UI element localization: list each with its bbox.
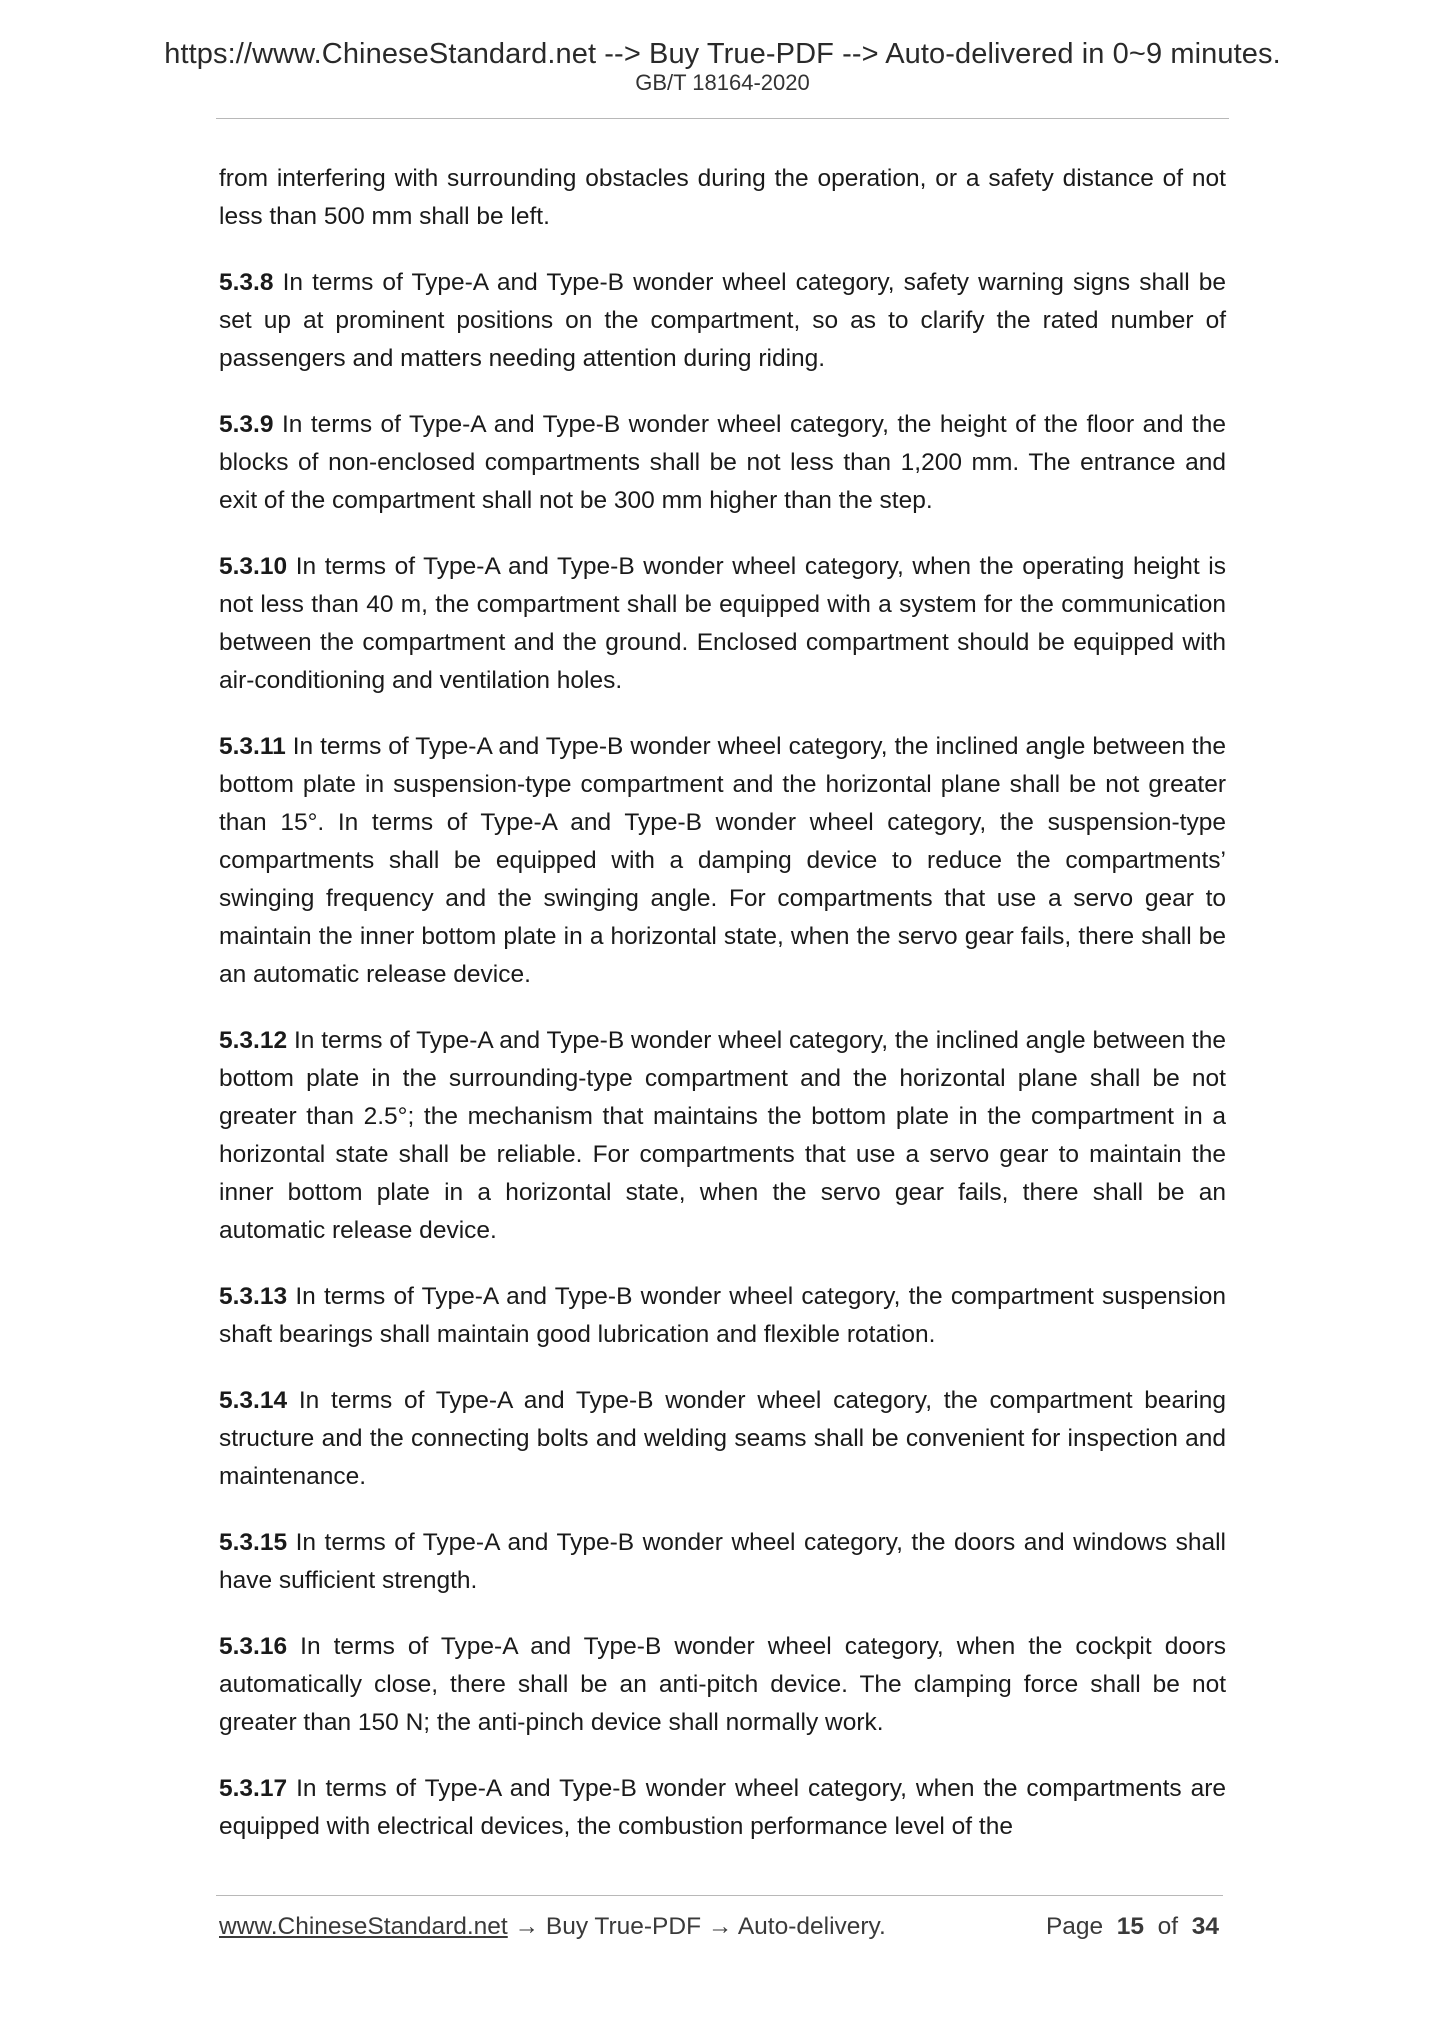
standard-code: GB/T 18164-2020	[635, 70, 810, 95]
clause-number: 5.3.12	[219, 1027, 288, 1054]
clause-text: In terms of Type-A and Type-B wonder wheel category, the inclined angle between the bottom plate in suspension-type compartment and the horizontal plane shall be not greater than 15°. In terms of Type-A and Type-B wonder wheel category, the suspension-type compartments shall be equipped with a damping device to reduce the compartments’ swinging frequency and the swinging angle. For compartments that use a servo gear to maintain the inner bottom plate in a horizontal state, when the servo gear fails, there shall be an automatic release device.	[219, 733, 1226, 988]
clause-5-3-13	[219, 1278, 1226, 1354]
clause-number: 5.3.13	[219, 1283, 288, 1310]
footer-site-link[interactable]: www.ChineseStandard.net	[219, 1913, 508, 1940]
clause-text: In terms of Type-A and Type-B wonder wheel category, the doors and windows shall have sufficient strength.	[219, 1529, 1226, 1594]
header-divider	[216, 118, 1229, 119]
page-indicator: Page 15 of 34	[1045, 1913, 1219, 1940]
clause-text: In terms of Type-A and Type-B wonder wheel category, the height of the floor and the blocks of non-enclosed compartments shall be not less than 1,200 mm. The entrance and exit of the compartment shall not be 300 mm higher than the step.	[219, 411, 1226, 514]
clause-number: 5.3.9	[219, 411, 274, 438]
current-page: 15	[1116, 1913, 1145, 1940]
clause-text: In terms of Type-A and Type-B wonder wheel category, the inclined angle between the bottom plate in the surrounding-type compartment and the horizontal plane shall be not greater than 2.5°; the mechanism that maintains the bottom plate in the compartment in a horizontal state shall be reliable. For compartments that use a servo gear to maintain the inner bottom plate in a horizontal state, when the servo gear fails, there shall be an automatic release device.	[219, 1027, 1226, 1244]
clause-5-3-8	[219, 264, 1226, 378]
clause-text: In terms of Type-A and Type-B wonder wheel category, the compartment bearing structure and the connecting bolts and welding seams shall be convenient for inspection and maintenance.	[219, 1387, 1226, 1490]
clause-text: In terms of Type-A and Type-B wonder wheel category, safety warning signs shall be set up at prominent positions on the compartment, so as to clarify the rated number of passengers and matters needing attention during riding.	[219, 269, 1226, 372]
clause-text: In terms of Type-A and Type-B wonder wheel category, when the compartments are equipped with electrical devices, the combustion performance level of the	[219, 1775, 1226, 1840]
clause-number: 5.3.16	[219, 1633, 288, 1660]
clause-number: 5.3.10	[219, 553, 288, 580]
clause-5-3-12	[219, 1022, 1226, 1250]
clause-text: In terms of Type-A and Type-B wonder wheel category, when the operating height is not less than 40 m, the compartment shall be equipped with a system for the communication between the compartment and the ground. Enclosed compartment should be equipped with air-conditioning and ventilation holes.	[219, 553, 1226, 694]
clause-5-3-16	[219, 1628, 1226, 1742]
footer-tagline: → Buy True-PDF → Auto-delivery.	[507, 1913, 886, 1940]
total-pages: 34	[1191, 1913, 1219, 1940]
clause-number: 5.3.11	[219, 733, 286, 760]
clause-number: 5.3.17	[219, 1775, 288, 1802]
document-body	[219, 160, 1226, 1874]
footer-divider	[216, 1895, 1223, 1896]
clause-number: 5.3.14	[219, 1387, 288, 1414]
footer	[219, 1913, 1219, 1941]
clause-5-3-15	[219, 1524, 1226, 1600]
clause-text: In terms of Type-A and Type-B wonder wheel category, when the cockpit doors automatically close, there shall be an anti-pitch device. The clamping force shall be not greater than 150 N; the anti-pinch device shall normally work.	[219, 1633, 1226, 1736]
clause-text: In terms of Type-A and Type-B wonder wheel category, the compartment suspension shaft bearings shall maintain good lubrication and flexible rotation.	[219, 1283, 1226, 1348]
clause-5-3-17	[219, 1770, 1226, 1846]
top-banner-link[interactable]: https://www.ChineseStandard.net --> Buy True-PDF --> Auto-delivered in 0~9 minutes.	[164, 38, 1281, 70]
clause-number: 5.3.15	[219, 1529, 288, 1556]
clause-5-3-10	[219, 548, 1226, 700]
paragraph-continuation: from interfering with surrounding obstacles during the operation, or a safety distance of not less than 500 mm shall be left.	[219, 165, 1226, 230]
clause-number: 5.3.8	[219, 269, 274, 296]
clause-5-3-11	[219, 728, 1226, 994]
clause-5-3-14	[219, 1382, 1226, 1496]
clause-5-3-9	[219, 406, 1226, 520]
